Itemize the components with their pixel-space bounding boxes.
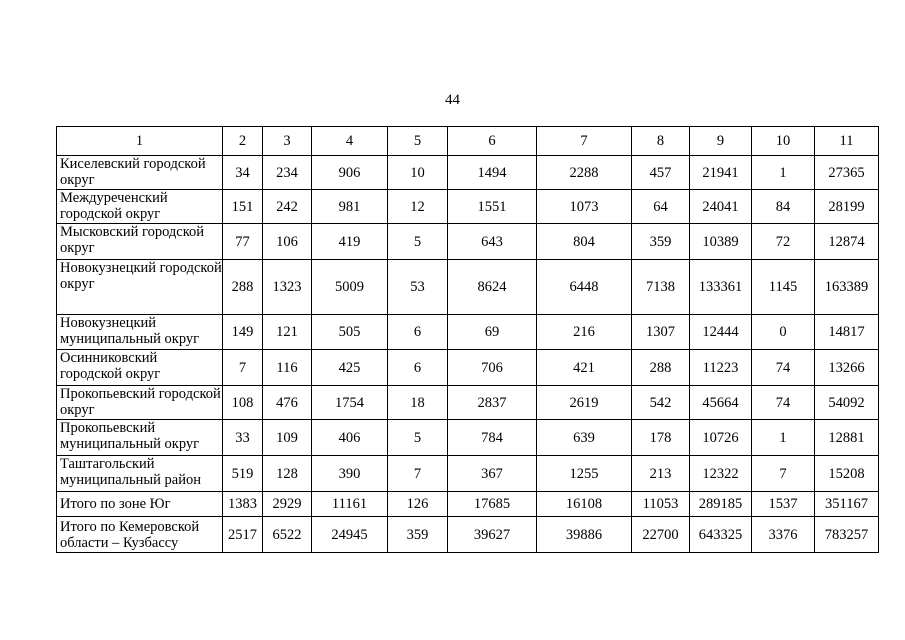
value-cell: 784 <box>448 420 537 456</box>
value-cell: 11161 <box>312 492 388 517</box>
region-name-cell: Мысковский городской округ <box>57 224 223 260</box>
region-name-cell: Новокузнецкий городской округ <box>57 260 223 315</box>
value-cell: 288 <box>223 260 263 315</box>
table-row <box>57 517 879 553</box>
header-row <box>57 127 879 156</box>
value-cell: 151 <box>223 190 263 224</box>
region-name-cell: Осинниковский городской округ <box>57 350 223 386</box>
value-cell: 359 <box>632 224 690 260</box>
value-cell: 11053 <box>632 492 690 517</box>
value-cell: 2288 <box>537 156 632 190</box>
value-cell: 22700 <box>632 517 690 553</box>
value-cell: 27365 <box>815 156 879 190</box>
value-cell: 639 <box>537 420 632 456</box>
value-cell: 359 <box>388 517 448 553</box>
value-cell: 18 <box>388 386 448 420</box>
value-cell: 7138 <box>632 260 690 315</box>
value-cell: 13266 <box>815 350 879 386</box>
value-cell: 390 <box>312 456 388 492</box>
value-cell: 12444 <box>690 315 752 350</box>
value-cell: 12881 <box>815 420 879 456</box>
value-cell: 0 <box>752 315 815 350</box>
header-cell: 8 <box>632 127 690 156</box>
value-cell: 10 <box>388 156 448 190</box>
value-cell: 15208 <box>815 456 879 492</box>
region-name-cell: Прокопьевский муниципальный округ <box>57 420 223 456</box>
value-cell: 406 <box>312 420 388 456</box>
value-cell: 64 <box>632 190 690 224</box>
header-cell: 4 <box>312 127 388 156</box>
value-cell: 163389 <box>815 260 879 315</box>
value-cell: 2837 <box>448 386 537 420</box>
table-row <box>57 190 879 224</box>
value-cell: 106 <box>263 224 312 260</box>
value-cell: 351167 <box>815 492 879 517</box>
value-cell: 34 <box>223 156 263 190</box>
value-cell: 109 <box>263 420 312 456</box>
value-cell: 906 <box>312 156 388 190</box>
value-cell: 457 <box>632 156 690 190</box>
value-cell: 1323 <box>263 260 312 315</box>
value-cell: 234 <box>263 156 312 190</box>
value-cell: 10726 <box>690 420 752 456</box>
value-cell: 53 <box>388 260 448 315</box>
value-cell: 1494 <box>448 156 537 190</box>
value-cell: 421 <box>537 350 632 386</box>
value-cell: 505 <box>312 315 388 350</box>
region-name-cell: Киселевский городской округ <box>57 156 223 190</box>
value-cell: 10389 <box>690 224 752 260</box>
region-name-cell: Таштагольский муниципальный район <box>57 456 223 492</box>
value-cell: 84 <box>752 190 815 224</box>
value-cell: 783257 <box>815 517 879 553</box>
value-cell: 981 <box>312 190 388 224</box>
value-cell: 5 <box>388 420 448 456</box>
value-cell: 1551 <box>448 190 537 224</box>
value-cell: 542 <box>632 386 690 420</box>
value-cell: 74 <box>752 386 815 420</box>
value-cell: 8624 <box>448 260 537 315</box>
value-cell: 643325 <box>690 517 752 553</box>
table-row <box>57 386 879 420</box>
value-cell: 242 <box>263 190 312 224</box>
value-cell: 21941 <box>690 156 752 190</box>
value-cell: 1307 <box>632 315 690 350</box>
value-cell: 1754 <box>312 386 388 420</box>
header-cell: 3 <box>263 127 312 156</box>
value-cell: 126 <box>388 492 448 517</box>
value-cell: 1 <box>752 420 815 456</box>
header-cell: 9 <box>690 127 752 156</box>
value-cell: 28199 <box>815 190 879 224</box>
value-cell: 133361 <box>690 260 752 315</box>
value-cell: 45664 <box>690 386 752 420</box>
value-cell: 12874 <box>815 224 879 260</box>
header-cell: 7 <box>537 127 632 156</box>
value-cell: 72 <box>752 224 815 260</box>
value-cell: 149 <box>223 315 263 350</box>
value-cell: 3376 <box>752 517 815 553</box>
value-cell: 128 <box>263 456 312 492</box>
value-cell: 213 <box>632 456 690 492</box>
value-cell: 39886 <box>537 517 632 553</box>
value-cell: 33 <box>223 420 263 456</box>
region-name-cell: Новокузнецкий муниципальный округ <box>57 315 223 350</box>
region-name-cell: Итого по Кемеровской области – Кузбассу <box>57 517 223 553</box>
table-row <box>57 350 879 386</box>
table-row <box>57 456 879 492</box>
table-row <box>57 420 879 456</box>
value-cell: 6522 <box>263 517 312 553</box>
value-cell: 7 <box>388 456 448 492</box>
value-cell: 1 <box>752 156 815 190</box>
value-cell: 1537 <box>752 492 815 517</box>
value-cell: 24041 <box>690 190 752 224</box>
value-cell: 476 <box>263 386 312 420</box>
value-cell: 6 <box>388 315 448 350</box>
value-cell: 54092 <box>815 386 879 420</box>
value-cell: 116 <box>263 350 312 386</box>
header-cell: 5 <box>388 127 448 156</box>
value-cell: 24945 <box>312 517 388 553</box>
value-cell: 69 <box>448 315 537 350</box>
value-cell: 11223 <box>690 350 752 386</box>
value-cell: 108 <box>223 386 263 420</box>
value-cell: 14817 <box>815 315 879 350</box>
table-row <box>57 260 879 315</box>
value-cell: 2517 <box>223 517 263 553</box>
value-cell: 706 <box>448 350 537 386</box>
value-cell: 425 <box>312 350 388 386</box>
value-cell: 519 <box>223 456 263 492</box>
header-cell: 2 <box>223 127 263 156</box>
value-cell: 1383 <box>223 492 263 517</box>
value-cell: 16108 <box>537 492 632 517</box>
value-cell: 12322 <box>690 456 752 492</box>
table-row <box>57 224 879 260</box>
table-row <box>57 492 879 517</box>
value-cell: 1255 <box>537 456 632 492</box>
value-cell: 74 <box>752 350 815 386</box>
value-cell: 804 <box>537 224 632 260</box>
region-name-cell: Итого по зоне Юг <box>57 492 223 517</box>
value-cell: 2619 <box>537 386 632 420</box>
header-cell: 1 <box>57 127 223 156</box>
value-cell: 288 <box>632 350 690 386</box>
region-name-cell: Прокопьевский городской округ <box>57 386 223 420</box>
header-cell: 11 <box>815 127 879 156</box>
table-row <box>57 156 879 190</box>
value-cell: 7 <box>752 456 815 492</box>
value-cell: 5009 <box>312 260 388 315</box>
value-cell: 178 <box>632 420 690 456</box>
value-cell: 7 <box>223 350 263 386</box>
header-cell: 10 <box>752 127 815 156</box>
value-cell: 77 <box>223 224 263 260</box>
data-table <box>56 126 879 553</box>
value-cell: 367 <box>448 456 537 492</box>
value-cell: 17685 <box>448 492 537 517</box>
value-cell: 5 <box>388 224 448 260</box>
value-cell: 6448 <box>537 260 632 315</box>
value-cell: 12 <box>388 190 448 224</box>
value-cell: 1073 <box>537 190 632 224</box>
table-row <box>57 315 879 350</box>
page-number: 44 <box>445 92 460 108</box>
value-cell: 2929 <box>263 492 312 517</box>
value-cell: 216 <box>537 315 632 350</box>
value-cell: 6 <box>388 350 448 386</box>
value-cell: 121 <box>263 315 312 350</box>
header-cell: 6 <box>448 127 537 156</box>
table-body <box>57 127 879 553</box>
value-cell: 289185 <box>690 492 752 517</box>
value-cell: 1145 <box>752 260 815 315</box>
value-cell: 643 <box>448 224 537 260</box>
value-cell: 419 <box>312 224 388 260</box>
value-cell: 39627 <box>448 517 537 553</box>
region-name-cell: Междуреченский городской округ <box>57 190 223 224</box>
